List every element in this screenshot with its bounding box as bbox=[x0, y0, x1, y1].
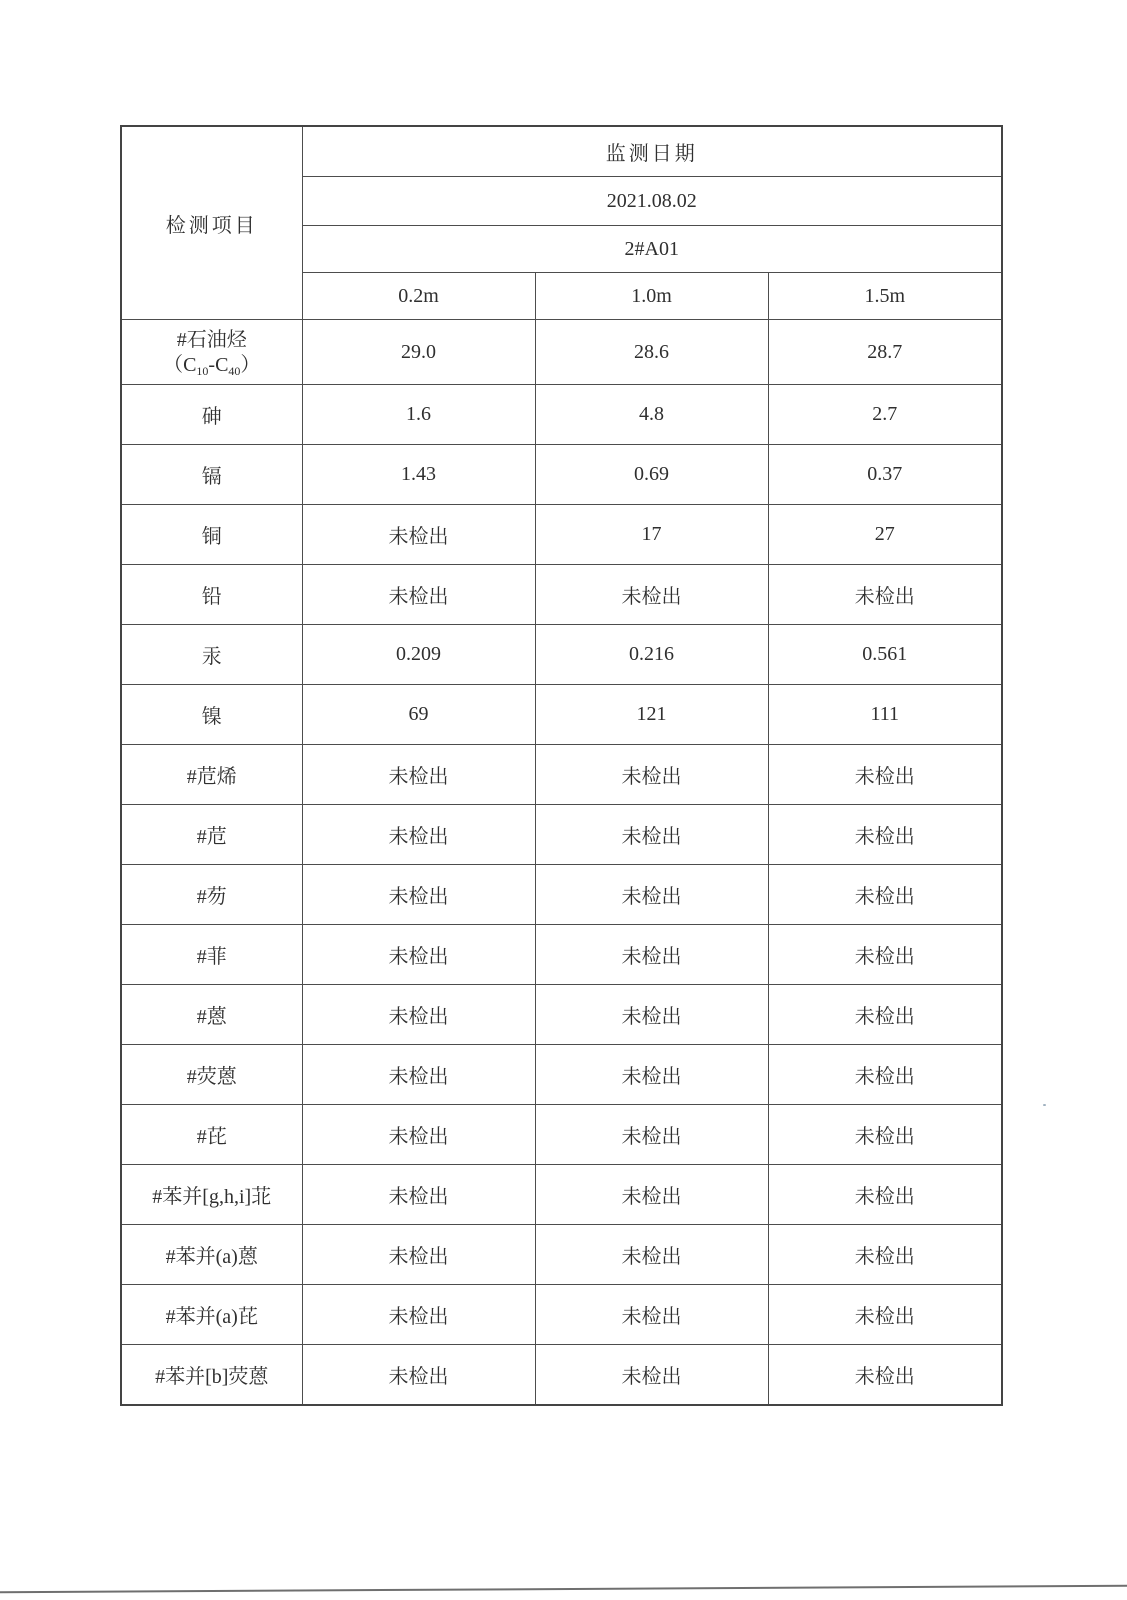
value-cell: 27 bbox=[768, 505, 1002, 565]
table-row bbox=[121, 320, 1002, 385]
value-cell: 未检出 bbox=[768, 925, 1002, 985]
date-value-cell: 2021.08.02 bbox=[302, 177, 1002, 226]
value-cell: 未检出 bbox=[535, 745, 768, 805]
value-cell: 未检出 bbox=[535, 1285, 768, 1345]
value-cell: 0.69 bbox=[535, 445, 768, 505]
value-cell: 未检出 bbox=[535, 565, 768, 625]
value-cell: 未检出 bbox=[535, 1045, 768, 1105]
monitoring-table bbox=[120, 125, 1003, 1406]
table-row bbox=[121, 565, 1002, 625]
value-cell: 未检出 bbox=[535, 1225, 768, 1285]
value-cell: 未检出 bbox=[302, 1045, 535, 1105]
analyte-name: 砷 bbox=[121, 385, 302, 445]
table-row bbox=[121, 865, 1002, 925]
value-cell: 未检出 bbox=[302, 505, 535, 565]
value-cell: 1.6 bbox=[302, 385, 535, 445]
value-cell: 未检出 bbox=[302, 925, 535, 985]
value-cell: 121 bbox=[535, 685, 768, 745]
value-cell: 未检出 bbox=[302, 745, 535, 805]
analyte-name: #苯并(a)蒽 bbox=[121, 1225, 302, 1285]
analyte-name: #苯并[g,h,i]苝 bbox=[121, 1165, 302, 1225]
analyte-name: 铜 bbox=[121, 505, 302, 565]
value-cell: 未检出 bbox=[768, 1045, 1002, 1105]
value-cell: 未检出 bbox=[535, 805, 768, 865]
table-row bbox=[121, 1345, 1002, 1406]
value-cell: 未检出 bbox=[768, 745, 1002, 805]
value-cell: 未检出 bbox=[302, 1105, 535, 1165]
value-cell: 未检出 bbox=[302, 805, 535, 865]
value-cell: 4.8 bbox=[535, 385, 768, 445]
value-cell: 未检出 bbox=[302, 1345, 535, 1406]
value-cell: 29.0 bbox=[302, 320, 535, 385]
analyte-name: #芴 bbox=[121, 865, 302, 925]
value-cell: 0.216 bbox=[535, 625, 768, 685]
value-cell: 未检出 bbox=[768, 1225, 1002, 1285]
value-cell: 未检出 bbox=[768, 1345, 1002, 1406]
analyte-name: #苊烯 bbox=[121, 745, 302, 805]
value-cell: 17 bbox=[535, 505, 768, 565]
analyte-name: #芘 bbox=[121, 1105, 302, 1165]
value-cell: 未检出 bbox=[302, 1165, 535, 1225]
analyte-name: #菲 bbox=[121, 925, 302, 985]
value-cell: 未检出 bbox=[535, 1165, 768, 1225]
table-row bbox=[121, 1225, 1002, 1285]
value-cell: 1.43 bbox=[302, 445, 535, 505]
value-cell: 未检出 bbox=[302, 1285, 535, 1345]
analyte-name bbox=[121, 320, 302, 385]
analyte-name: 铅 bbox=[121, 565, 302, 625]
value-cell: 2.7 bbox=[768, 385, 1002, 445]
value-cell: 未检出 bbox=[535, 1105, 768, 1165]
value-cell: 0.37 bbox=[768, 445, 1002, 505]
value-cell: 0.209 bbox=[302, 625, 535, 685]
analyte-name: 汞 bbox=[121, 625, 302, 685]
table-row bbox=[121, 685, 1002, 745]
table-row bbox=[121, 1105, 1002, 1165]
table-row bbox=[121, 745, 1002, 805]
value-cell: 69 bbox=[302, 685, 535, 745]
value-cell: 未检出 bbox=[768, 1285, 1002, 1345]
table-row bbox=[121, 985, 1002, 1045]
analyte-name: #苯并(a)芘 bbox=[121, 1285, 302, 1345]
table-row bbox=[121, 805, 1002, 865]
value-cell: 未检出 bbox=[768, 865, 1002, 925]
value-cell: 未检出 bbox=[535, 985, 768, 1045]
value-cell: 111 bbox=[768, 685, 1002, 745]
header-row-date-label bbox=[121, 126, 1002, 177]
value-cell: 未检出 bbox=[302, 865, 535, 925]
value-cell: 28.7 bbox=[768, 320, 1002, 385]
table-row bbox=[121, 625, 1002, 685]
table-row bbox=[121, 1045, 1002, 1105]
table-row bbox=[121, 925, 1002, 985]
analyte-name-line1: #石油烃 bbox=[176, 329, 247, 351]
value-cell: 未检出 bbox=[768, 1165, 1002, 1225]
value-cell: 未检出 bbox=[535, 1345, 768, 1406]
project-header-cell: 检测项目 bbox=[121, 126, 302, 320]
analyte-formula: $(C_{10}-C_{40})$ bbox=[163, 354, 261, 378]
depth-header-2: 1.5m bbox=[768, 273, 1002, 320]
value-cell: 未检出 bbox=[302, 985, 535, 1045]
depth-header-1: 1.0m bbox=[535, 273, 768, 320]
analyte-name: 镉 bbox=[121, 445, 302, 505]
scan-speck bbox=[1043, 1104, 1046, 1106]
value-cell: 未检出 bbox=[768, 805, 1002, 865]
analyte-name: #苊 bbox=[121, 805, 302, 865]
table-row bbox=[121, 1165, 1002, 1225]
value-cell: 0.561 bbox=[768, 625, 1002, 685]
analyte-name: #蒽 bbox=[121, 985, 302, 1045]
depth-header-0: 0.2m bbox=[302, 273, 535, 320]
site-cell: 2#A01 bbox=[302, 226, 1002, 273]
analyte-name: #苯并[b]荧蒽 bbox=[121, 1345, 302, 1406]
table-row bbox=[121, 505, 1002, 565]
analyte-name: 镍 bbox=[121, 685, 302, 745]
analyte-name: #荧蒽 bbox=[121, 1045, 302, 1105]
table-row bbox=[121, 385, 1002, 445]
value-cell: 未检出 bbox=[302, 565, 535, 625]
table-row bbox=[121, 1285, 1002, 1345]
page-bottom-scan-line bbox=[0, 1585, 1127, 1594]
table-row bbox=[121, 445, 1002, 505]
value-cell: 未检出 bbox=[768, 565, 1002, 625]
date-label-cell: 监测日期 bbox=[302, 126, 1002, 177]
value-cell: 未检出 bbox=[768, 1105, 1002, 1165]
value-cell: 未检出 bbox=[302, 1225, 535, 1285]
value-cell: 未检出 bbox=[535, 925, 768, 985]
value-cell: 未检出 bbox=[535, 865, 768, 925]
value-cell: 28.6 bbox=[535, 320, 768, 385]
value-cell: 未检出 bbox=[768, 985, 1002, 1045]
